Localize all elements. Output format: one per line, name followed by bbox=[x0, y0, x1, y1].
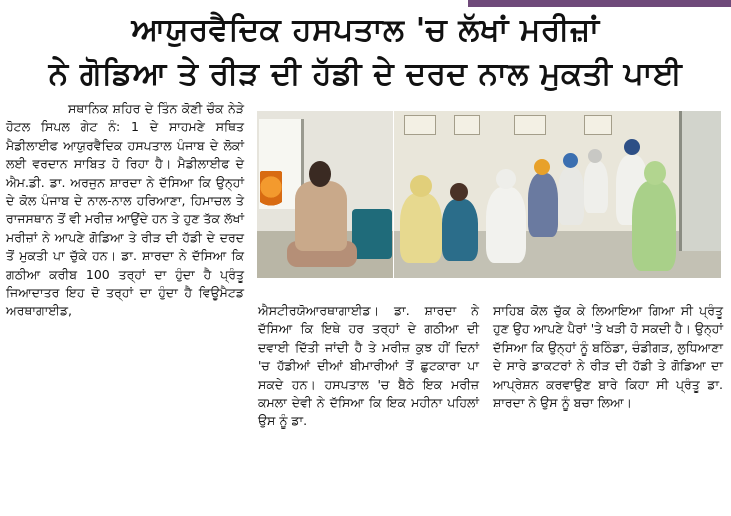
photo-patient-seated bbox=[257, 111, 393, 278]
top-accent-bar bbox=[468, 0, 731, 7]
article-column-2: ਐਸਟੀਰਯੋਆਰਥਾਗਾਈਡ। ਡਾ. ਸ਼ਾਰਦਾ ਨੇ ਦੱਸਿਆ ਕਿ ਇਥੇ ਹਰ ਤਰ੍ਹਾਂ ਦੇ ਗਠੀਆ ਦੀ ਦਵਾਈ ਦਿੱਤੀ ਜਾਂਦੀ ਹੈ ਤੇ ਮਰੀਜ਼ ਕੁਝ ਹੀਂ ਦਿਨਾਂ 'ਚ ਹੱਡੀਆਂ ਦੀਆਂ ਬੀਮਾਰੀਆਂ ਤੋਂ ਛੁਟਕਾਰਾ ਪਾ ਸਕਦੇ ਹਨ। ਹਸਪਤਾਲ 'ਚ ਬੈਠੇ ਇਕ ਮਰੀਜ਼ ਕਮਲਾ ਦੇਵੀ ਨੇ ਦੱਸਿਆ ਕਿ ਇਕ ਮਹੀਨਾ ਪਹਿਲਾਂ ਉਸ ਨੂੰ ਡਾ. bbox=[258, 303, 479, 429]
article-paragraph: ਸਥਾਨਿਕ ਸ਼ਹਿਰ ਦੇ ਤਿੰਨ ਕੋਣੀ ਚੌਕ ਨੇੜੇ ਹੋਟਲ ਸਿਪਲ ਗੇਟ ਨੰ: 1 ਦੇ ਸਾਹਮਣੇ ਸਥਿਤ ਮੈਡੀਲਾਈਫ ਆਯੁਰਵੈਦਿਕ ਹਸਪਤਾਲ ਪੰਜਾਬ ਦੇ ਲੋਕਾਂ ਲਈ ਵਰਦਾਨ ਸਾਬਿਤ ਹੋ ਰਿਹਾ ਹੈ। ਮੈਡੀਲਾਈਫ ਦੇ ਐਮ.ਡੀ. ਡਾ. ਅਰਜੁਨ ਸ਼ਾਰਦਾ ਨੇ ਦੱਸਿਆ ਕਿ ਉਨ੍ਹਾਂ ਦੇ ਕੋਲ ਪੰਜਾਬ ਦੇ ਨਾਲ-ਨਾਲ ਹਰਿਆਣਾ, ਹਿਮਾਚਲ ਤੇ ਰਾਜਸਥਾਨ ਤੋਂ ਵੀ ਮਰੀਜ਼ ਆਉਂਦੇ ਹਨ ਤੇ ਹੁਣ ਤੱਕ ਲੱਖਾਂ ਮਰੀਜ਼ਾਂ ਨੇ ਆਪਣੇ ਗੋਡਿਆ ਤੇ ਰੀੜ ਦੀ ਹੱਡੀ ਦੇ ਦਰਦ ਤੋਂ ਮੁਕਤੀ ਪਾ ਚੁੱਕੇ ਹਨ। ਡਾ. ਸ਼ਾਰਦਾ ਨੇ ਦੱਸਿਆ ਕਿ ਗਠੀਆ ਕਰੀਬ 100 ਤਰ੍ਹਾਂ ਦਾ ਹੁੰਦਾ ਹੈ ਪ੍ਰੰਤੂ ਜਿਆਦਾਤਰ ਇਹ ਦੋ ਤਰ੍ਹਾਂ ਦਾ ਹੁੰਦਾ ਹੈ ਵਿਊਮੈਟਡ ਅਰਥਾਗਾਈਡ, bbox=[6, 101, 244, 319]
article-column-1 bbox=[6, 100, 244, 321]
headline-line-2: ਨੇ ਗੋਡਿਆ ਤੇ ਰੀੜ ਦੀ ਹੱਡੀ ਦੇ ਦਰਦ ਨਾਲ ਮੁਕਤੀ ਪਾਈ bbox=[48, 56, 683, 92]
photo-waiting-room-patients bbox=[394, 111, 721, 278]
article-column-3: ਸਾਹਿਬ ਕੋਲ ਚੁੱਕ ਕੇ ਲਿਆਇਆ ਗਿਆ ਸੀ ਪ੍ਰੰਤੂ ਹੁਣ ਉਹ ਆਪਣੇ ਪੈਰਾਂ 'ਤੇ ਖੜੀ ਹੋ ਸਕਦੀ ਹੈ। ਉਨ੍ਹਾਂ ਦੱਸਿਆ ਕਿ ਉਨ੍ਹਾਂ ਨੂੰ ਬਠਿੰਡਾ, ਚੰਡੀਗੜ, ਲੁਧਿਆਣਾ ਦੇ ਸਾਰੇ ਡਾਕਟਰਾਂ ਨੇ ਰੀੜ ਦੀ ਹੱਡੀ ਤੇ ਗੋਡਿਆ ਦਾ ਆਪ੍ਰੇਸ਼ਨ ਕਰਵਾਉਣ ਬਾਰੇ ਕਿਹਾ ਸੀ ਪ੍ਰੰਤੂ ਡਾ. ਸ਼ਾਰਦਾ ਨੇ ਉਸ ਨੂੰ ਬਚਾ ਲਿਆ। bbox=[493, 303, 723, 411]
headline-line-1: ਆਯੁਰਵੈਦਿਕ ਹਸਪਤਾਲ 'ਚ ਲੱਖਾਂ ਮਰੀਜ਼ਾਂ bbox=[131, 12, 600, 48]
